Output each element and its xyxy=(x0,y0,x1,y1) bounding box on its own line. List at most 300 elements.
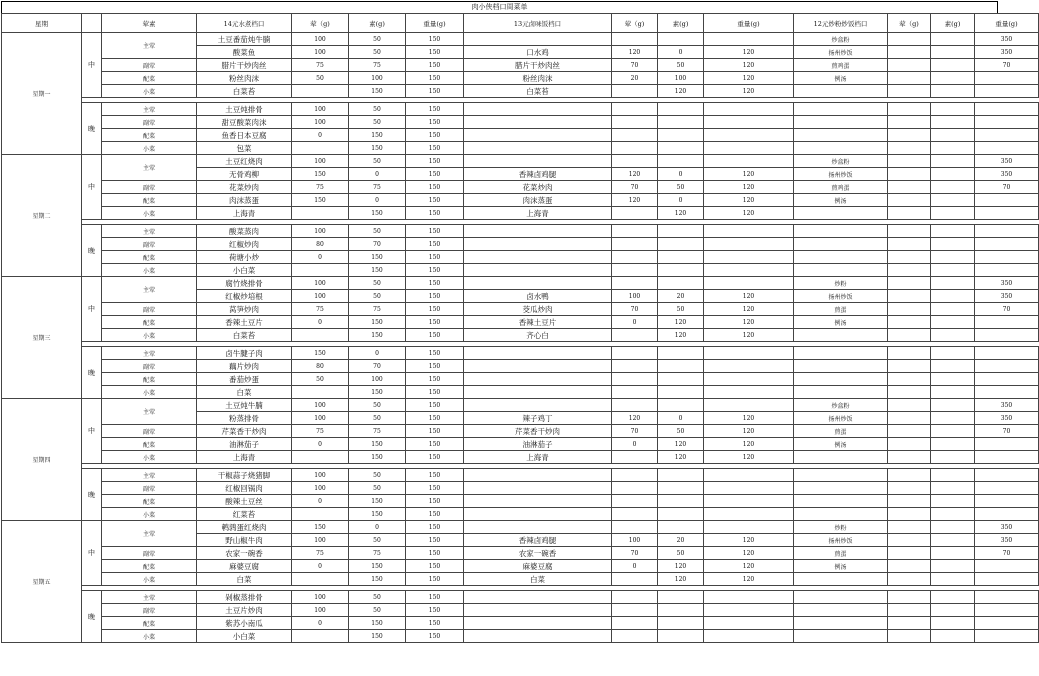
dish-type-cell: 配菜 xyxy=(102,251,197,264)
stall-13-weight xyxy=(704,521,794,534)
stall-14-meat: 100 xyxy=(292,33,349,46)
dish-type-cell: 配菜 xyxy=(102,373,197,386)
table-row xyxy=(2,425,1039,438)
stall-13-dish xyxy=(464,155,612,168)
dish-type-cell: 配菜 xyxy=(102,560,197,573)
stall-14-dish: 鱼香日本豆腐 xyxy=(197,129,292,142)
stall-14-dish: 花菜炒肉 xyxy=(197,181,292,194)
stall-14-dish: 土豆番茄炖牛腩 xyxy=(197,33,292,46)
stall-14-dish: 香辣土豆片 xyxy=(197,316,292,329)
empty-cell xyxy=(612,129,658,142)
stall-13-weight: 120 xyxy=(704,534,794,547)
dish-type-cell: 配菜 xyxy=(102,438,197,451)
empty-cell xyxy=(888,386,931,399)
stall-13-veg: 120 xyxy=(658,438,704,451)
stall-13-meat: 0 xyxy=(612,438,658,451)
stall-12-meat xyxy=(888,155,931,168)
header-meat-g-1: 荤（g) xyxy=(292,14,349,33)
stall-13-meat xyxy=(612,451,658,464)
table-row xyxy=(2,59,1039,72)
empty-cell xyxy=(888,508,931,521)
stall-12-meat xyxy=(888,534,931,547)
stall-13-dish: 香辣卤鸡腿 xyxy=(464,168,612,181)
table-row xyxy=(2,482,1039,495)
empty-cell xyxy=(658,591,704,604)
stall-14-veg: 150 xyxy=(349,573,406,586)
stall-13-weight: 120 xyxy=(704,290,794,303)
stall-12-veg xyxy=(931,277,975,290)
stall-14-weight: 150 xyxy=(406,103,464,116)
stall-13-meat: 70 xyxy=(612,425,658,438)
table-row xyxy=(2,264,1039,277)
stall-14-weight: 150 xyxy=(406,277,464,290)
stall-12-weight: 350 xyxy=(975,412,1039,425)
empty-cell xyxy=(794,116,888,129)
empty-cell xyxy=(658,225,704,238)
stall-14-veg: 50 xyxy=(349,290,406,303)
stall-14-dish: 红椒回锅肉 xyxy=(197,482,292,495)
table-row xyxy=(2,360,1039,373)
table-row xyxy=(2,547,1039,560)
empty-cell xyxy=(658,604,704,617)
stall-13-weight xyxy=(704,155,794,168)
stall-12-weight xyxy=(975,207,1039,220)
table-row xyxy=(2,207,1039,220)
empty-cell xyxy=(704,347,794,360)
meal-dinner-cell: 晚 xyxy=(82,469,102,521)
stall-13-weight: 120 xyxy=(704,573,794,586)
empty-cell xyxy=(464,225,612,238)
empty-cell xyxy=(612,373,658,386)
header-veg-g-1: 素(g) xyxy=(349,14,406,33)
header-meat-g-3: 荤（g) xyxy=(888,14,931,33)
empty-cell xyxy=(612,591,658,604)
stall-13-dish: 齐心白 xyxy=(464,329,612,342)
table-row xyxy=(2,142,1039,155)
table-row xyxy=(2,194,1039,207)
stall-13-weight: 120 xyxy=(704,46,794,59)
stall-14-veg: 50 xyxy=(349,225,406,238)
empty-cell xyxy=(464,386,612,399)
empty-cell xyxy=(931,238,975,251)
table-row xyxy=(2,573,1039,586)
empty-cell xyxy=(888,251,931,264)
empty-cell xyxy=(931,264,975,277)
empty-cell xyxy=(888,347,931,360)
empty-cell xyxy=(931,386,975,399)
stall-14-veg: 50 xyxy=(349,277,406,290)
stall-14-meat xyxy=(292,508,349,521)
header-weekday: 星期 xyxy=(2,14,82,33)
empty-cell xyxy=(704,630,794,643)
stall-14-weight: 150 xyxy=(406,181,464,194)
empty-cell xyxy=(658,116,704,129)
stall-14-meat: 0 xyxy=(292,560,349,573)
stall-12-dish: 扬州炒饭 xyxy=(794,534,888,547)
stall-13-weight: 120 xyxy=(704,451,794,464)
dish-type-cell: 副荤 xyxy=(102,59,197,72)
stall-13-meat xyxy=(612,399,658,412)
dish-type-cell: 主荤 xyxy=(102,399,197,425)
meal-dinner-cell: 晚 xyxy=(82,225,102,277)
stall-13-veg: 100 xyxy=(658,72,704,85)
stall-14-dish: 小白菜 xyxy=(197,630,292,643)
stall-12-dish: 炒盒粉 xyxy=(794,399,888,412)
empty-cell xyxy=(464,617,612,630)
dish-type-cell: 主荤 xyxy=(102,469,197,482)
empty-cell xyxy=(704,508,794,521)
empty-cell xyxy=(704,482,794,495)
stall-14-meat: 100 xyxy=(292,604,349,617)
empty-cell xyxy=(658,482,704,495)
stall-13-veg xyxy=(658,33,704,46)
empty-cell xyxy=(931,604,975,617)
table-row xyxy=(2,451,1039,464)
stall-14-weight: 150 xyxy=(406,46,464,59)
empty-cell xyxy=(888,469,931,482)
dish-type-cell: 副荤 xyxy=(102,360,197,373)
stall-12-dish: 扬州炒饭 xyxy=(794,46,888,59)
stall-13-veg: 120 xyxy=(658,451,704,464)
empty-cell xyxy=(658,264,704,277)
stall-13-veg: 50 xyxy=(658,303,704,316)
stall-13-veg: 120 xyxy=(658,573,704,586)
empty-cell xyxy=(794,225,888,238)
stall-13-veg: 120 xyxy=(658,207,704,220)
stall-14-meat: 100 xyxy=(292,534,349,547)
stall-13-weight: 120 xyxy=(704,560,794,573)
empty-cell xyxy=(612,360,658,373)
empty-cell xyxy=(975,142,1039,155)
stall-12-dish: 煎鸡蛋 xyxy=(794,59,888,72)
dish-type-cell: 配菜 xyxy=(102,194,197,207)
stall-12-meat xyxy=(888,438,931,451)
stall-14-meat: 100 xyxy=(292,103,349,116)
empty-cell xyxy=(658,103,704,116)
stall-14-weight: 150 xyxy=(406,129,464,142)
dish-type-cell: 配菜 xyxy=(102,495,197,508)
stall-12-veg xyxy=(931,329,975,342)
stall-14-dish: 酸菜蒸肉 xyxy=(197,225,292,238)
stall-12-meat xyxy=(888,59,931,72)
table-row xyxy=(2,181,1039,194)
table-row xyxy=(2,508,1039,521)
empty-cell xyxy=(794,630,888,643)
stall-12-weight: 350 xyxy=(975,33,1039,46)
dish-type-cell: 小菜 xyxy=(102,207,197,220)
table-row xyxy=(2,155,1039,168)
empty-cell xyxy=(658,630,704,643)
stall-14-dish: 红椒炒培根 xyxy=(197,290,292,303)
stall-14-dish: 土豆炖排骨 xyxy=(197,103,292,116)
stall-13-weight xyxy=(704,277,794,290)
stall-12-veg xyxy=(931,46,975,59)
stall-12-dish: 例汤 xyxy=(794,438,888,451)
stall-12-weight: 350 xyxy=(975,399,1039,412)
stall-14-veg: 100 xyxy=(349,72,406,85)
empty-cell xyxy=(931,373,975,386)
stall-13-weight: 120 xyxy=(704,85,794,98)
stall-14-weight: 150 xyxy=(406,72,464,85)
stall-12-veg xyxy=(931,194,975,207)
stall-13-veg: 50 xyxy=(658,59,704,72)
stall-13-weight: 120 xyxy=(704,194,794,207)
stall-14-weight: 150 xyxy=(406,573,464,586)
empty-cell xyxy=(658,508,704,521)
stall-14-dish: 腐竹烧排骨 xyxy=(197,277,292,290)
stall-14-veg: 50 xyxy=(349,155,406,168)
stall-13-dish xyxy=(464,277,612,290)
stall-14-dish: 酸辣土豆丝 xyxy=(197,495,292,508)
dish-type-cell: 副荤 xyxy=(102,482,197,495)
stall-14-dish: 油淋茄子 xyxy=(197,438,292,451)
meal-lunch-cell: 中 xyxy=(82,155,102,220)
empty-cell xyxy=(888,482,931,495)
stall-14-veg: 70 xyxy=(349,360,406,373)
empty-cell xyxy=(975,264,1039,277)
dish-type-cell: 主荤 xyxy=(102,33,197,59)
empty-cell xyxy=(794,360,888,373)
empty-cell xyxy=(931,591,975,604)
stall-13-dish: 油淋茄子 xyxy=(464,438,612,451)
stall-14-veg: 0 xyxy=(349,168,406,181)
stall-13-dish: 口水鸡 xyxy=(464,46,612,59)
stall-14-dish: 红菜苔 xyxy=(197,508,292,521)
stall-14-meat: 50 xyxy=(292,373,349,386)
stall-13-meat: 0 xyxy=(612,560,658,573)
dish-type-cell: 小菜 xyxy=(102,573,197,586)
stall-13-meat xyxy=(612,207,658,220)
empty-cell xyxy=(464,264,612,277)
stall-14-dish: 土豆炖牛腩 xyxy=(197,399,292,412)
empty-cell xyxy=(464,373,612,386)
stall-14-dish: 白菜 xyxy=(197,573,292,586)
stall-14-veg: 150 xyxy=(349,617,406,630)
stall-13-meat: 100 xyxy=(612,534,658,547)
empty-cell xyxy=(704,225,794,238)
table-row xyxy=(2,495,1039,508)
stall-12-veg xyxy=(931,168,975,181)
empty-cell xyxy=(888,360,931,373)
stall-14-meat: 100 xyxy=(292,412,349,425)
empty-cell xyxy=(612,264,658,277)
stall-14-dish: 白菜苔 xyxy=(197,85,292,98)
stall-14-veg: 75 xyxy=(349,303,406,316)
dish-type-cell: 小菜 xyxy=(102,85,197,98)
empty-cell xyxy=(931,482,975,495)
dish-type-cell: 主荤 xyxy=(102,521,197,547)
empty-cell xyxy=(888,116,931,129)
empty-cell xyxy=(464,347,612,360)
stall-13-dish: 粉丝肉沫 xyxy=(464,72,612,85)
empty-cell xyxy=(931,142,975,155)
dish-type-cell: 副荤 xyxy=(102,303,197,316)
dish-type-cell: 小菜 xyxy=(102,142,197,155)
empty-cell xyxy=(464,604,612,617)
stall-12-meat xyxy=(888,451,931,464)
table-row xyxy=(2,469,1039,482)
stall-13-dish: 白菜苔 xyxy=(464,85,612,98)
menu-sheet xyxy=(1,1,1018,675)
menu-body xyxy=(2,33,1039,643)
stall-14-veg: 70 xyxy=(349,238,406,251)
stall-12-weight: 70 xyxy=(975,59,1039,72)
stall-13-weight: 120 xyxy=(704,412,794,425)
empty-cell xyxy=(794,495,888,508)
empty-cell xyxy=(464,129,612,142)
table-row xyxy=(2,251,1039,264)
stall-13-veg: 0 xyxy=(658,412,704,425)
stall-12-veg xyxy=(931,451,975,464)
stall-14-veg: 150 xyxy=(349,451,406,464)
empty-cell xyxy=(612,386,658,399)
stall-14-meat: 150 xyxy=(292,347,349,360)
stall-14-veg: 50 xyxy=(349,469,406,482)
stall-12-dish xyxy=(794,85,888,98)
empty-cell xyxy=(888,129,931,142)
stall-14-dish: 芹菜香干炒肉 xyxy=(197,425,292,438)
stall-12-veg xyxy=(931,303,975,316)
stall-12-dish: 煎蛋 xyxy=(794,303,888,316)
stall-12-dish: 炒粉 xyxy=(794,521,888,534)
stall-14-veg: 50 xyxy=(349,412,406,425)
empty-cell xyxy=(975,617,1039,630)
empty-cell xyxy=(794,508,888,521)
empty-cell xyxy=(794,238,888,251)
empty-cell xyxy=(704,360,794,373)
dish-type-cell: 小菜 xyxy=(102,630,197,643)
empty-cell xyxy=(658,360,704,373)
stall-14-dish: 酸菜鱼 xyxy=(197,46,292,59)
stall-14-weight: 150 xyxy=(406,225,464,238)
dish-type-cell: 配菜 xyxy=(102,316,197,329)
stall-13-meat: 120 xyxy=(612,412,658,425)
stall-12-meat xyxy=(888,33,931,46)
empty-cell xyxy=(931,129,975,142)
empty-cell xyxy=(612,251,658,264)
stall-14-meat: 100 xyxy=(292,116,349,129)
stall-14-weight: 150 xyxy=(406,534,464,547)
stall-12-meat xyxy=(888,277,931,290)
empty-cell xyxy=(704,142,794,155)
stall-14-meat: 100 xyxy=(292,469,349,482)
meal-lunch-cell: 中 xyxy=(82,277,102,342)
stall-14-veg: 150 xyxy=(349,142,406,155)
empty-cell xyxy=(794,129,888,142)
stall-13-dish: 白菜 xyxy=(464,573,612,586)
stall-12-meat xyxy=(888,521,931,534)
stall-14-meat: 150 xyxy=(292,194,349,207)
stall-12-weight: 350 xyxy=(975,168,1039,181)
stall-12-dish: 扬州炒饭 xyxy=(794,412,888,425)
empty-cell xyxy=(975,508,1039,521)
header-stall-13: 13元卤味饭档口 xyxy=(464,14,612,33)
stall-13-meat xyxy=(612,573,658,586)
stall-13-veg: 120 xyxy=(658,85,704,98)
table-row xyxy=(2,33,1039,46)
header-weight-g-2: 重量(g) xyxy=(704,14,794,33)
stall-14-dish: 无骨鸡柳 xyxy=(197,168,292,181)
dish-type-cell: 小菜 xyxy=(102,264,197,277)
empty-cell xyxy=(612,238,658,251)
stall-13-meat: 70 xyxy=(612,59,658,72)
stall-14-meat: 150 xyxy=(292,168,349,181)
dish-type-cell: 主荤 xyxy=(102,347,197,360)
stall-14-dish: 白菜苔 xyxy=(197,329,292,342)
empty-cell xyxy=(931,495,975,508)
stall-13-dish: 上海青 xyxy=(464,451,612,464)
empty-cell xyxy=(704,495,794,508)
empty-cell xyxy=(975,225,1039,238)
stall-14-meat: 80 xyxy=(292,238,349,251)
meal-lunch-cell: 中 xyxy=(82,399,102,464)
stall-14-dish: 野山椒牛肉 xyxy=(197,534,292,547)
empty-cell xyxy=(931,225,975,238)
stall-13-veg: 50 xyxy=(658,547,704,560)
empty-cell xyxy=(658,617,704,630)
stall-14-veg: 150 xyxy=(349,316,406,329)
stall-14-veg: 150 xyxy=(349,508,406,521)
stall-14-dish: 鹌鹑蛋红烧肉 xyxy=(197,521,292,534)
empty-cell xyxy=(888,604,931,617)
stall-14-dish: 番茄炒蛋 xyxy=(197,373,292,386)
empty-cell xyxy=(794,103,888,116)
stall-12-dish: 例汤 xyxy=(794,194,888,207)
stall-13-weight: 120 xyxy=(704,303,794,316)
empty-cell xyxy=(975,373,1039,386)
stall-14-veg: 50 xyxy=(349,604,406,617)
stall-14-meat: 0 xyxy=(292,129,349,142)
stall-14-weight: 150 xyxy=(406,207,464,220)
empty-cell xyxy=(464,495,612,508)
empty-cell xyxy=(794,142,888,155)
stall-13-dish: 芹菜香干炒肉 xyxy=(464,425,612,438)
header-weight-g-3: 重量(g) xyxy=(975,14,1039,33)
stall-14-weight: 150 xyxy=(406,116,464,129)
empty-cell xyxy=(704,116,794,129)
stall-12-meat xyxy=(888,181,931,194)
empty-cell xyxy=(794,482,888,495)
empty-cell xyxy=(975,604,1039,617)
stall-12-weight: 70 xyxy=(975,181,1039,194)
empty-cell xyxy=(464,251,612,264)
stall-12-veg xyxy=(931,33,975,46)
stall-14-weight: 150 xyxy=(406,303,464,316)
stall-12-veg xyxy=(931,155,975,168)
stall-13-meat: 120 xyxy=(612,168,658,181)
weekday-cell: 星期一 xyxy=(2,33,82,155)
stall-14-weight: 150 xyxy=(406,560,464,573)
header-stall-12: 12元炒粉炒饭档口 xyxy=(794,14,888,33)
stall-14-veg: 50 xyxy=(349,534,406,547)
table-row xyxy=(2,329,1039,342)
stall-13-weight: 120 xyxy=(704,181,794,194)
stall-13-veg: 0 xyxy=(658,168,704,181)
empty-cell xyxy=(794,604,888,617)
empty-cell xyxy=(704,386,794,399)
stall-13-weight: 120 xyxy=(704,316,794,329)
empty-cell xyxy=(612,469,658,482)
meal-lunch-cell: 中 xyxy=(82,521,102,586)
stall-14-dish: 干椒蒜子烧猪脚 xyxy=(197,469,292,482)
meal-dinner-cell: 晚 xyxy=(82,103,102,155)
stall-14-dish: 小白菜 xyxy=(197,264,292,277)
stall-14-dish: 麻婆豆腐 xyxy=(197,560,292,573)
weekday-cell: 星期五 xyxy=(2,521,82,643)
stall-14-meat: 100 xyxy=(292,399,349,412)
stall-14-meat: 75 xyxy=(292,59,349,72)
stall-14-dish: 腊片干炒肉丝 xyxy=(197,59,292,72)
